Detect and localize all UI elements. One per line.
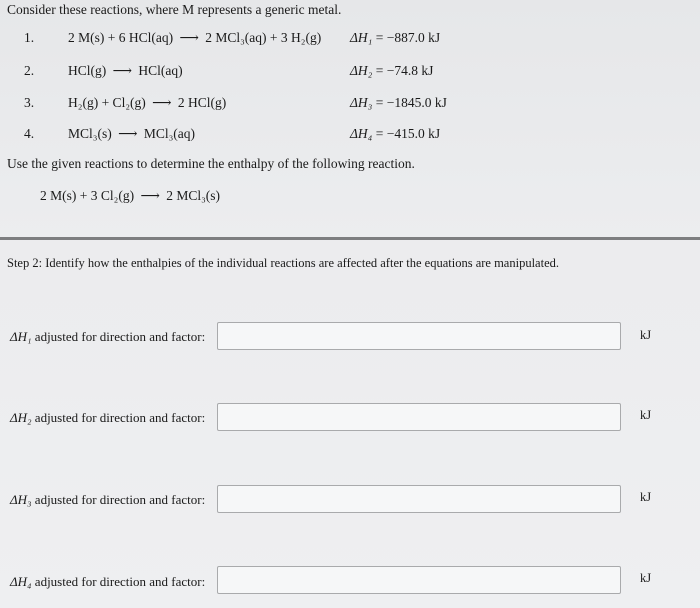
reaction-4-equation — [68, 126, 195, 142]
reaction-4-enthalpy — [350, 126, 440, 142]
target-rhs: 2 MCl₃(s) — [166, 188, 221, 203]
reaction-1-enthalpy — [350, 30, 440, 46]
reaction-1-dh-value: = −887.0 kJ — [375, 30, 441, 45]
reaction-2-rhs: HCl(aq) — [138, 63, 183, 78]
reaction-2-enthalpy — [350, 63, 433, 79]
reaction-3-equation — [68, 95, 226, 111]
delta-h4-input[interactable] — [217, 566, 621, 594]
answer-4-label — [10, 574, 205, 590]
answer-3-label — [10, 492, 205, 508]
answer-1-symbol: ΔH₁ — [10, 329, 32, 344]
answer-4-symbol: ΔH₄ — [10, 574, 32, 589]
target-reaction — [40, 188, 220, 204]
reaction-2-number: 2. — [24, 63, 35, 78]
reaction-3-dh-symbol: ΔH₃ — [350, 95, 373, 110]
reaction-3-number: 3. — [24, 95, 35, 110]
answer-2-text: adjusted for direction and factor: — [34, 410, 206, 425]
reaction-3-rhs: 2 HCl(g) — [177, 95, 227, 110]
answer-panel — [0, 240, 700, 608]
answer-2-symbol: ΔH₂ — [10, 410, 32, 425]
answer-1-unit: kJ — [640, 328, 652, 342]
reaction-arrow-icon: ⟶ — [179, 30, 199, 45]
reaction-4-number: 4. — [24, 126, 35, 141]
answer-1-label — [10, 329, 205, 345]
reaction-2-dh-value: = −74.8 kJ — [375, 63, 434, 78]
answer-4-text: adjusted for direction and factor: — [34, 574, 206, 589]
reaction-1-rhs: 2 MCl₃(aq) + 3 H₂(g) — [205, 30, 322, 45]
reaction-2-equation — [68, 63, 183, 79]
answer-3-text: adjusted for direction and factor: — [34, 492, 206, 507]
reaction-2-lhs: HCl(g) — [68, 63, 107, 78]
reaction-1-lhs: 2 M(s) + 6 HCl(aq) — [68, 30, 174, 45]
step-heading: Step 2: Identify how the enthalpies of the individual reactions are affected after the equations are manipulated. — [7, 256, 559, 270]
reaction-arrow-icon: ⟶ — [140, 188, 160, 203]
reaction-4-dh-symbol: ΔH₄ — [350, 126, 373, 141]
delta-h3-input[interactable] — [217, 485, 621, 513]
answer-3-symbol: ΔH₃ — [10, 492, 32, 507]
reaction-3-dh-value: = −1845.0 kJ — [375, 95, 447, 110]
target-lhs: 2 M(s) + 3 Cl₂(g) — [40, 188, 135, 203]
reaction-1-equation — [68, 30, 321, 46]
reaction-2-dh-symbol: ΔH₂ — [350, 63, 373, 78]
reaction-3-enthalpy — [350, 95, 447, 111]
intro-text: Consider these reactions, where M represents a generic metal. — [7, 2, 342, 17]
reactions-panel — [0, 0, 700, 238]
reaction-1-number: 1. — [24, 30, 35, 45]
answer-2-label — [10, 410, 205, 426]
answer-1-text: adjusted for direction and factor: — [34, 329, 206, 344]
reaction-4-rhs: MCl₃(aq) — [143, 126, 196, 141]
answer-2-unit: kJ — [640, 408, 652, 422]
answer-3-unit: kJ — [640, 490, 652, 504]
instruction-text: Use the given reactions to determine the enthalpy of the following reaction. — [7, 156, 415, 171]
delta-h2-input[interactable] — [217, 403, 621, 431]
reaction-4-lhs: MCl₃(s) — [68, 126, 112, 141]
delta-h1-input[interactable] — [217, 322, 621, 350]
reaction-3-lhs: H₂(g) + Cl₂(g) — [68, 95, 146, 110]
reaction-4-dh-value: = −415.0 kJ — [375, 126, 441, 141]
answer-4-unit: kJ — [640, 571, 652, 585]
reaction-arrow-icon: ⟶ — [152, 95, 172, 110]
reaction-arrow-icon: ⟶ — [118, 126, 138, 141]
reaction-1-dh-symbol: ΔH₁ — [350, 30, 373, 45]
reaction-arrow-icon: ⟶ — [112, 63, 132, 78]
